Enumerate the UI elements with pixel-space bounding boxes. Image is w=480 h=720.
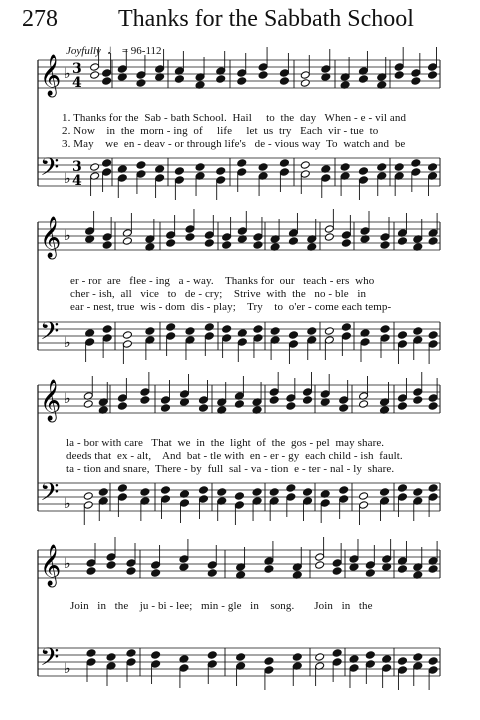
bass-note [321, 174, 331, 183]
bass-note [216, 176, 226, 185]
tenor-note [428, 331, 438, 340]
alto-note [207, 569, 217, 578]
bass-note [222, 334, 232, 343]
tenor-note [160, 486, 170, 495]
tenor-note [377, 163, 387, 172]
alto-note [279, 77, 289, 86]
bass-note [204, 332, 214, 341]
tenor-note [102, 325, 112, 334]
alto-note [237, 77, 247, 86]
hymn-title: Thanks for the Sabbath School [118, 6, 414, 32]
flat-icon: ♭ [64, 661, 71, 677]
alto-note [428, 71, 438, 80]
soprano-note [286, 394, 296, 403]
bass-note [117, 493, 127, 502]
lyric-s1-v3: 3. May we en - deav - or through life's de - vious way To watch and be [62, 138, 406, 150]
bass-note [117, 174, 127, 183]
alto-note [428, 237, 438, 246]
soprano-note [258, 63, 268, 72]
soprano-note [339, 396, 349, 405]
bass-note [264, 666, 274, 675]
tenor-note [300, 161, 310, 170]
lyric-s4-v1: Join in the ju - bi - lee; min - gle in song. Join in the [70, 600, 373, 612]
alto-note [269, 396, 279, 405]
soprano-note [303, 388, 313, 397]
bass-note [126, 658, 136, 667]
lyric-s1-v2: 2. Now in the morn - ing of life let us try Each vir - tue to [62, 125, 379, 137]
alto-note [411, 77, 421, 86]
tenor-note [264, 657, 274, 666]
flat-icon: ♭ [64, 391, 71, 407]
treble-clef-icon: 𝄞 [40, 545, 62, 586]
tenor-note [136, 161, 146, 170]
tenor-note [236, 653, 246, 662]
tenor-note [339, 486, 349, 495]
soprano-note [300, 71, 310, 80]
tenor-note [217, 488, 227, 497]
alto-note [359, 400, 369, 409]
soprano-note [365, 561, 375, 570]
tenor-note [428, 484, 438, 493]
alto-note [315, 561, 325, 570]
flat-icon: ♭ [64, 335, 71, 351]
tenor-note [365, 651, 375, 660]
tenor-note [185, 327, 195, 336]
bass-note [358, 176, 368, 185]
bass-note [288, 340, 298, 349]
soprano-note [321, 65, 331, 74]
alto-note [86, 567, 96, 576]
bass-note [428, 666, 438, 675]
soprano-note [411, 69, 421, 78]
soprano-note [397, 394, 407, 403]
alto-note [204, 239, 214, 248]
tenor-note [270, 327, 280, 336]
tenor-note [358, 167, 368, 176]
tenor-note [359, 492, 369, 501]
bass-note [359, 501, 369, 510]
tenor-note [380, 325, 390, 334]
alto-note [140, 396, 150, 405]
soprano-note [160, 396, 170, 405]
bass-note [428, 340, 438, 349]
alto-note [136, 79, 146, 88]
tenor-note [397, 657, 407, 666]
tenor-note [413, 327, 423, 336]
lyric-s2-v2: cher - ish, all vice to de - cry; Strive with the no - ble in [70, 288, 367, 300]
lyric-s3-v1: la - bor with care That we in the light of the gos - pel may share. [66, 437, 385, 449]
tenor-note [279, 159, 289, 168]
tenor-note [174, 167, 184, 176]
alto-note [288, 237, 298, 246]
soprano-note [324, 225, 334, 234]
alto-note [253, 241, 263, 250]
lyric-s2-v1: er - ror are flee - ing a - way. Thanks for our teach - ers who [70, 275, 375, 287]
soprano-note [394, 63, 404, 72]
alto-note [365, 569, 375, 578]
tenor-note [98, 488, 108, 497]
tenor-note [102, 159, 112, 168]
alto-note [174, 75, 184, 84]
tenor-note [307, 327, 317, 336]
alto-note [185, 233, 195, 242]
bass-clef-icon: 𝄢 [40, 643, 60, 678]
bass-note [411, 168, 421, 177]
flat-icon: ♭ [64, 556, 71, 572]
bass-note [234, 501, 244, 510]
tenor-note [258, 163, 268, 172]
bass-note [360, 338, 370, 347]
bass-note [83, 501, 93, 510]
tenor-note [122, 331, 132, 340]
soprano-note [151, 561, 161, 570]
alto-note [332, 567, 342, 576]
soprano-note [207, 561, 217, 570]
soprano-note [315, 553, 325, 562]
tenor-note [117, 484, 127, 493]
soprano-note [90, 63, 100, 72]
tenor-note [303, 488, 313, 497]
soprano-note [428, 63, 438, 72]
bass-note [253, 334, 263, 343]
soprano-note [86, 559, 96, 568]
alto-note [102, 241, 112, 250]
alto-note [380, 241, 390, 250]
alto-note [339, 404, 349, 413]
treble-clef-icon: 𝄞 [40, 55, 62, 96]
alto-note [106, 561, 116, 570]
alto-note [358, 75, 368, 84]
soprano-note [360, 227, 370, 236]
alto-note [300, 79, 310, 88]
tenor-note [83, 492, 93, 501]
alto-note [122, 237, 132, 246]
alto-note [397, 402, 407, 411]
soprano-note [136, 71, 146, 80]
tenor-note [237, 159, 247, 168]
soprano-note [140, 388, 150, 397]
soprano-note [413, 388, 423, 397]
tenor-note [413, 653, 423, 662]
soprano-note [179, 555, 189, 564]
tenor-note [332, 649, 342, 658]
tenor-note [253, 325, 263, 334]
soprano-note [332, 559, 342, 568]
tenor-note [428, 163, 438, 172]
soprano-note [185, 225, 195, 234]
alto-note [234, 400, 244, 409]
soprano-note [349, 555, 359, 564]
soprano-note [253, 233, 263, 242]
soprano-note [106, 553, 116, 562]
alto-note [83, 400, 93, 409]
bass-note [122, 340, 132, 349]
time-signature-top: 3 [72, 61, 82, 77]
alto-note [397, 237, 407, 246]
tenor-note [341, 323, 351, 332]
tenor-note [252, 488, 262, 497]
bass-note [279, 168, 289, 177]
alto-note [216, 75, 226, 84]
bass-note [179, 664, 189, 673]
hymn-number: 278 [22, 6, 58, 32]
tenor-note [90, 163, 100, 172]
tenor-note [151, 651, 161, 660]
alto-note [117, 402, 127, 411]
bass-note [102, 334, 112, 343]
tenor-note [198, 486, 208, 495]
tempo-word: Joyfully [66, 45, 101, 57]
alto-note [102, 77, 112, 86]
tenor-note [269, 488, 279, 497]
tenor-note [324, 327, 334, 336]
tenor-note [397, 331, 407, 340]
soprano-note [382, 555, 392, 564]
soprano-note [102, 233, 112, 242]
soprano-note [428, 394, 438, 403]
time-signature-bottom: 4 [72, 173, 82, 189]
soprano-note [269, 388, 279, 397]
alto-note [258, 71, 268, 80]
tenor-note [428, 657, 438, 666]
bass-note [382, 664, 392, 673]
alto-note [198, 404, 208, 413]
tenor-note [394, 163, 404, 172]
alto-note [126, 567, 136, 576]
alto-note [90, 71, 100, 80]
time-signature-top: 3 [72, 159, 82, 175]
bass-clef-icon: 𝄢 [40, 478, 60, 513]
bass-clef-icon: 𝄢 [40, 317, 60, 352]
bass-note [339, 495, 349, 504]
bass-note [397, 340, 407, 349]
tenor-note [234, 492, 244, 501]
treble-clef-icon: 𝄞 [40, 380, 62, 421]
soprano-note [237, 227, 247, 236]
alto-note [160, 404, 170, 413]
soprano-note [204, 231, 214, 240]
tenor-note [195, 163, 205, 172]
tenor-note [207, 651, 217, 660]
soprano-note [341, 231, 351, 240]
tenor-note [397, 484, 407, 493]
soprano-note [117, 394, 127, 403]
flat-icon: ♭ [64, 171, 71, 187]
alto-note [428, 565, 438, 574]
alto-note [324, 233, 334, 242]
bass-note [102, 168, 112, 177]
bass-note [151, 660, 161, 669]
tenor-note [86, 649, 96, 658]
bass-note [365, 660, 375, 669]
time-signature-bottom: 4 [72, 75, 82, 91]
bass-note [349, 664, 359, 673]
alto-note [166, 239, 176, 248]
bass-note [86, 658, 96, 667]
soprano-note [179, 390, 189, 399]
alto-note [413, 396, 423, 405]
tenor-note [315, 653, 325, 662]
flat-icon: ♭ [64, 496, 71, 512]
bass-note [198, 495, 208, 504]
tenor-note [340, 163, 350, 172]
tenor-note [413, 488, 423, 497]
tenor-note [292, 653, 302, 662]
bass-note [286, 493, 296, 502]
soprano-note [222, 233, 232, 242]
lyric-s2-v3: ear - nest, true wis - dom dis - play; Try to o'er - come each temp- [70, 301, 392, 313]
bass-note [380, 334, 390, 343]
alto-note [222, 241, 232, 250]
tenor-note [106, 653, 116, 662]
bass-note [160, 495, 170, 504]
flat-icon: ♭ [64, 66, 71, 82]
tenor-note [286, 484, 296, 493]
soprano-note [85, 227, 95, 236]
tenor-note [166, 323, 176, 332]
tempo-value: = 96-112 [121, 45, 162, 57]
alto-note [286, 402, 296, 411]
tenor-note [126, 649, 136, 658]
alto-note [394, 71, 404, 80]
soprano-note [237, 69, 247, 78]
tenor-note [288, 331, 298, 340]
alto-note [341, 239, 351, 248]
bass-note [341, 332, 351, 341]
soprano-note [102, 69, 112, 78]
tenor-note [204, 323, 214, 332]
bass-note [320, 499, 330, 508]
tenor-note [145, 327, 155, 336]
bass-note [332, 658, 342, 667]
bass-note [85, 338, 95, 347]
bass-note [155, 174, 165, 183]
alto-note [303, 396, 313, 405]
soprano-note [155, 65, 165, 74]
soprano-note [380, 233, 390, 242]
tenor-note [216, 167, 226, 176]
lyric-s3-v3: ta - tion and snare, There - by full sal - va - tion e - ter - nal - ly share. [66, 463, 395, 475]
bass-note [428, 493, 438, 502]
soprano-note [126, 559, 136, 568]
bass-note [174, 176, 184, 185]
soprano-note [166, 231, 176, 240]
bass-clef-icon: 𝄢 [40, 153, 60, 188]
tenor-note [380, 488, 390, 497]
bass-note [397, 493, 407, 502]
flat-icon: ♭ [64, 228, 71, 244]
soprano-note [198, 396, 208, 405]
bass-note [237, 338, 247, 347]
lyric-s1-v1: 1. Thanks for the Sab - bath School. Hail to the day When - e - vil and [62, 112, 407, 124]
alto-note [151, 569, 161, 578]
bass-note [166, 332, 176, 341]
bass-note [397, 666, 407, 675]
alto-note [428, 402, 438, 411]
alto-note [397, 565, 407, 574]
soprano-note [117, 65, 127, 74]
bass-note [179, 499, 189, 508]
soprano-note [320, 390, 330, 399]
bass-note [207, 660, 217, 669]
bass-note [300, 170, 310, 179]
tenor-note [222, 325, 232, 334]
lyric-s3-v2: deeds that ex - alt, And bat - tle with en - er - gy each child - ish fault. [66, 450, 403, 462]
quarter-note-icon: ♩ [106, 42, 120, 57]
alto-note [264, 565, 274, 574]
bass-note [237, 168, 247, 177]
tenor-note [140, 488, 150, 497]
soprano-note [279, 69, 289, 78]
bass-note [136, 170, 146, 179]
treble-clef-icon: 𝄞 [40, 217, 62, 258]
tenor-note [411, 159, 421, 168]
